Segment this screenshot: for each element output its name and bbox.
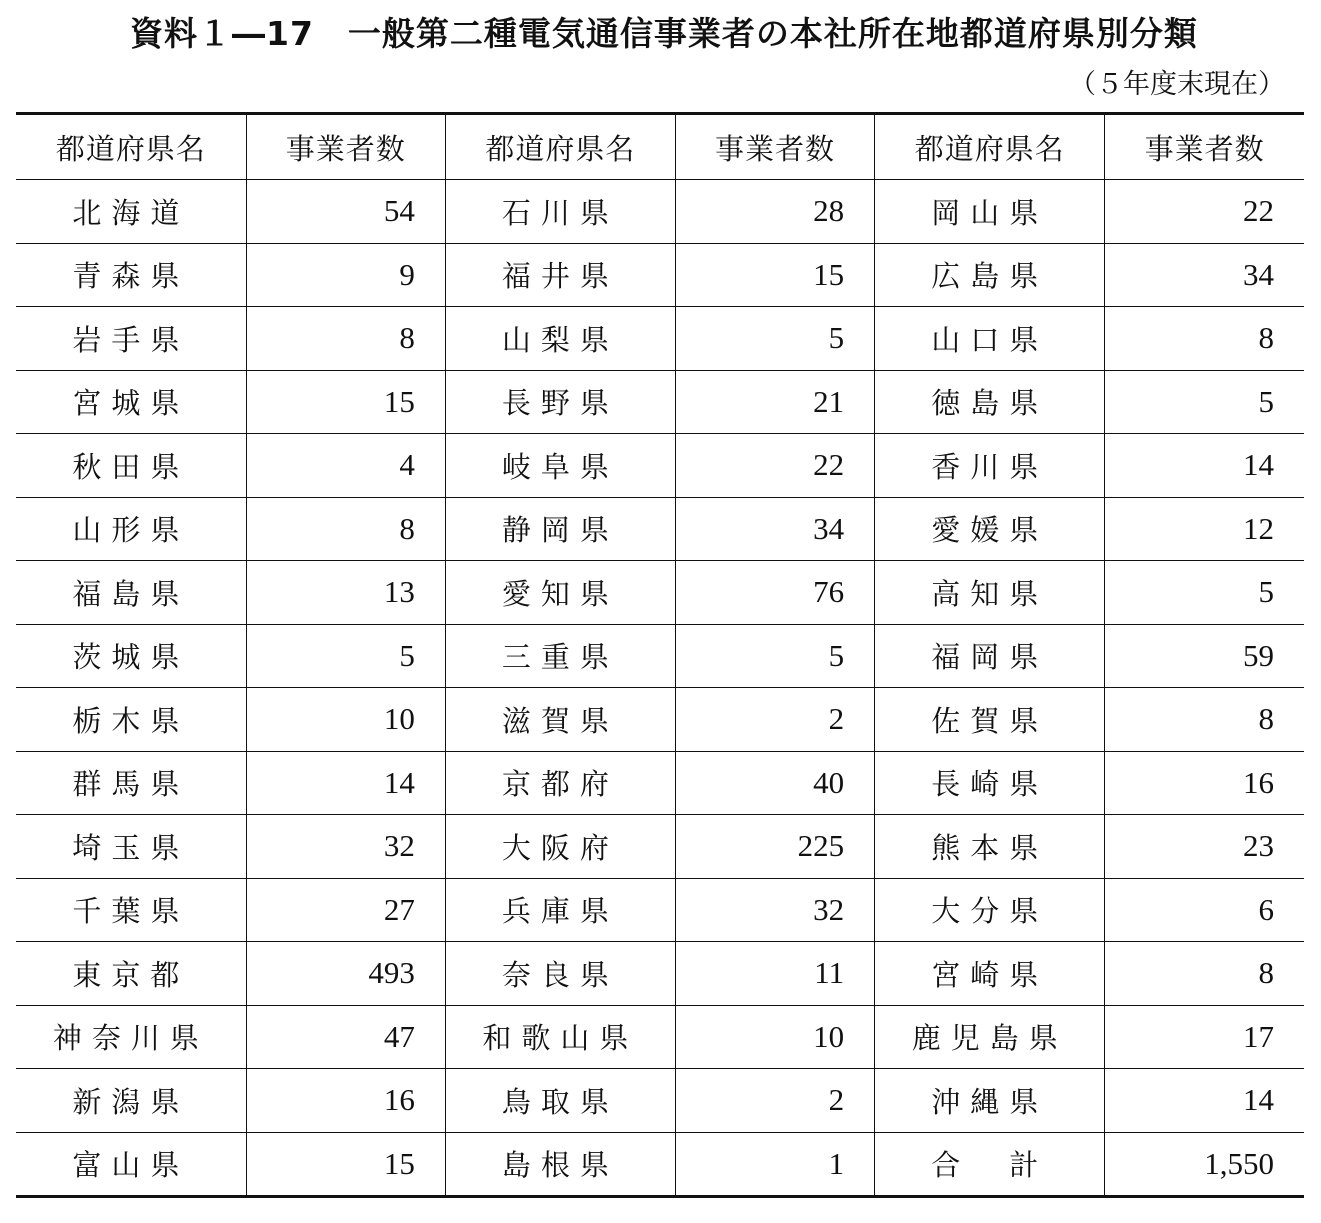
table-row (16, 1132, 1304, 1197)
operator-count-cell: 8 (1105, 307, 1304, 371)
operator-count-cell: 13 (246, 561, 445, 625)
prefecture-name-cell: 岡山県 (875, 180, 1105, 244)
operator-count-cell: 27 (246, 878, 445, 942)
prefecture-name-cell: 滋賀県 (445, 688, 675, 752)
operator-count-cell: 76 (675, 561, 874, 625)
prefecture-name-cell: 三重県 (445, 624, 675, 688)
table-row (16, 561, 1304, 625)
operator-count-cell: 32 (246, 815, 445, 879)
prefecture-name-cell: 福島県 (16, 561, 246, 625)
prefecture-name-cell: 福岡県 (875, 624, 1105, 688)
prefecture-name-cell: 千葉県 (16, 878, 246, 942)
operator-count-cell: 5 (1105, 561, 1304, 625)
operator-count-cell: 8 (246, 307, 445, 371)
prefecture-name-cell: 京都府 (445, 751, 675, 815)
table-header-row (16, 114, 1304, 180)
prefecture-name-cell: 香川県 (875, 434, 1105, 498)
table-row (16, 1005, 1304, 1069)
table-row (16, 307, 1304, 371)
column-header-count: 事業者数 (1105, 114, 1304, 180)
prefecture-name-cell: 神奈川県 (16, 1005, 246, 1069)
table-row (16, 624, 1304, 688)
prefecture-name-cell: 長崎県 (875, 751, 1105, 815)
prefecture-name-cell: 沖縄県 (875, 1069, 1105, 1133)
prefecture-name-cell: 宮城県 (16, 370, 246, 434)
prefecture-name-cell: 静岡県 (445, 497, 675, 561)
operator-count-cell: 15 (246, 370, 445, 434)
operator-count-cell: 22 (1105, 180, 1304, 244)
prefecture-name-cell: 青森県 (16, 243, 246, 307)
prefecture-name-cell: 新潟県 (16, 1069, 246, 1133)
prefecture-name-cell: 埼玉県 (16, 815, 246, 879)
operator-count-cell: 4 (246, 434, 445, 498)
prefecture-name-cell: 茨城県 (16, 624, 246, 688)
operator-count-cell: 11 (675, 942, 874, 1006)
table-row (16, 878, 1304, 942)
prefecture-name-cell: 兵庫県 (445, 878, 675, 942)
operator-count-cell: 5 (1105, 370, 1304, 434)
table-row (16, 370, 1304, 434)
operator-count-cell: 14 (1105, 434, 1304, 498)
operator-count-cell: 10 (246, 688, 445, 752)
prefecture-name-cell: 山口県 (875, 307, 1105, 371)
operator-count-cell: 5 (675, 624, 874, 688)
operator-count-cell: 59 (1105, 624, 1304, 688)
operator-count-cell: 6 (1105, 878, 1304, 942)
column-header-prefecture: 都道府県名 (55, 131, 206, 166)
operator-count-cell: 16 (1105, 751, 1304, 815)
column-header-prefecture: 都道府県名 (445, 114, 675, 180)
prefecture-table (16, 112, 1304, 1198)
operator-count-cell: 5 (246, 624, 445, 688)
operator-count-cell: 493 (246, 942, 445, 1006)
prefecture-name-cell: 岩手県 (16, 307, 246, 371)
table-row (16, 815, 1304, 879)
prefecture-name-cell: 福井県 (445, 243, 675, 307)
date-note: （５年度末現在） (1069, 69, 1285, 100)
table-row (16, 180, 1304, 244)
table-body (16, 180, 1304, 1197)
operator-count-cell: 32 (675, 878, 874, 942)
column-header-prefecture: 都道府県名 (875, 114, 1105, 180)
prefecture-name-cell: 愛知県 (445, 561, 675, 625)
operator-count-cell: 23 (1105, 815, 1304, 879)
prefecture-name-cell: 高知県 (875, 561, 1105, 625)
prefecture-name-cell: 富山県 (16, 1132, 246, 1197)
operator-count-cell: 2 (675, 688, 874, 752)
page-title: 資料１―17 一般第二種電気通信事業者の本社所在地都道府県別分類 (130, 14, 1198, 53)
prefecture-name-cell: 佐賀県 (875, 688, 1105, 752)
prefecture-name-cell: 北海道 (16, 180, 246, 244)
column-header-count: 事業者数 (675, 114, 874, 180)
prefecture-name-cell: 徳島県 (875, 370, 1105, 434)
prefecture-name-cell: 秋田県 (16, 434, 246, 498)
operator-count-cell: 34 (1105, 243, 1304, 307)
operator-count-cell: 54 (246, 180, 445, 244)
table-row (16, 751, 1304, 815)
prefecture-name-cell: 宮崎県 (875, 942, 1105, 1006)
operator-count-cell: 10 (675, 1005, 874, 1069)
operator-count-cell: 34 (675, 497, 874, 561)
prefecture-name-cell: 長野県 (445, 370, 675, 434)
operator-count-cell: 1 (675, 1132, 874, 1197)
operator-count-cell: 16 (246, 1069, 445, 1133)
operator-count-cell: 225 (675, 815, 874, 879)
prefecture-name-cell: 山形県 (16, 497, 246, 561)
prefecture-name-cell: 大阪府 (445, 815, 675, 879)
operator-count-cell: 47 (246, 1005, 445, 1069)
operator-count-cell: 9 (246, 243, 445, 307)
operator-count-cell: 1,550 (1105, 1132, 1304, 1197)
table-row (16, 1069, 1304, 1133)
table-row (16, 942, 1304, 1006)
prefecture-name-cell: 山梨県 (445, 307, 675, 371)
operator-count-cell: 8 (246, 497, 445, 561)
operator-count-cell: 28 (675, 180, 874, 244)
prefecture-name-cell: 愛媛県 (875, 497, 1105, 561)
operator-count-cell: 8 (1105, 942, 1304, 1006)
operator-count-cell: 8 (1105, 688, 1304, 752)
operator-count-cell: 14 (1105, 1069, 1304, 1133)
table-row (16, 688, 1304, 752)
operator-count-cell: 17 (1105, 1005, 1304, 1069)
operator-count-cell: 15 (246, 1132, 445, 1197)
operator-count-cell: 15 (675, 243, 874, 307)
table-row (16, 434, 1304, 498)
operator-count-cell: 14 (246, 751, 445, 815)
operator-count-cell: 12 (1105, 497, 1304, 561)
prefecture-name-cell: 栃木県 (16, 688, 246, 752)
prefecture-name-cell: 島根県 (445, 1132, 675, 1197)
prefecture-name-cell: 群馬県 (16, 751, 246, 815)
prefecture-name-cell: 東京都 (16, 942, 246, 1006)
operator-count-cell: 21 (675, 370, 874, 434)
prefecture-name-cell: 奈良県 (445, 942, 675, 1006)
operator-count-cell: 2 (675, 1069, 874, 1133)
prefecture-name-cell: 熊本県 (875, 815, 1105, 879)
prefecture-name-cell: 大分県 (875, 878, 1105, 942)
prefecture-name-cell: 広島県 (875, 243, 1105, 307)
operator-count-cell: 5 (675, 307, 874, 371)
prefecture-name-cell: 石川県 (445, 180, 675, 244)
table-row (16, 497, 1304, 561)
operator-count-cell: 22 (675, 434, 874, 498)
operator-count-cell: 40 (675, 751, 874, 815)
prefecture-name-cell: 和歌山県 (445, 1005, 675, 1069)
prefecture-name-cell: 合 計 (875, 1132, 1105, 1197)
prefecture-name-cell: 鹿児島県 (875, 1005, 1105, 1069)
table-row (16, 243, 1304, 307)
prefecture-name-cell: 鳥取県 (445, 1069, 675, 1133)
column-header-count: 事業者数 (246, 114, 445, 180)
prefecture-name-cell: 岐阜県 (445, 434, 675, 498)
